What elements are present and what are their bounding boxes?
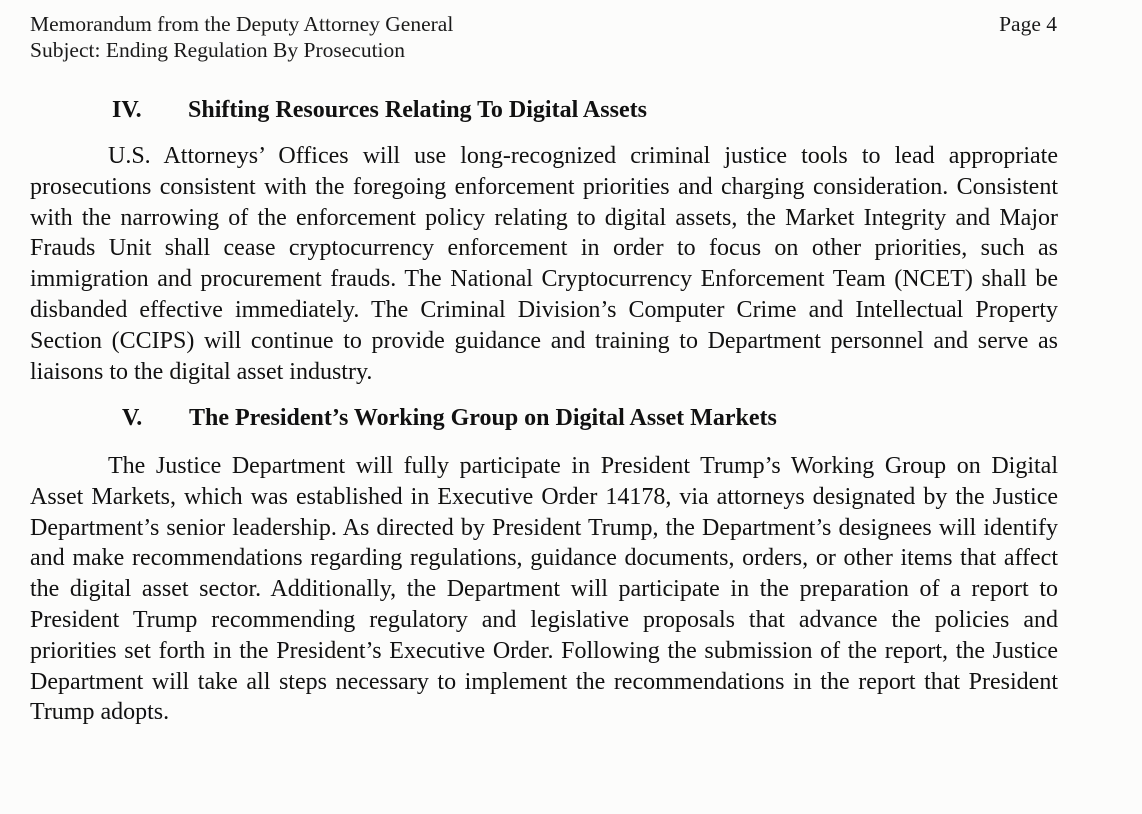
page-number: Page 4 — [999, 12, 1057, 36]
header-subject-line: Subject: Ending Regulation By Prosecution — [30, 38, 406, 62]
memo-header — [30, 11, 453, 63]
section-heading-v — [122, 403, 777, 433]
section-heading-iv — [112, 95, 647, 125]
section-title: The President’s Working Group on Digital Asset Markets — [189, 405, 777, 431]
header-from-line: Memorandum from the Deputy Attorney General — [30, 12, 454, 36]
section-number: V. — [122, 405, 143, 431]
section-number: IV. — [112, 97, 142, 123]
section-title: Shifting Resources Relating To Digital Assets — [188, 97, 647, 123]
section-iv-paragraph: U.S. Attorneys’ Offices will use long-recognized criminal justice tools to lead appropriate prosecutions consistent with the foregoing enforcement priorities and charging consideration. Consistent with the narrowing of the enforcement policy relating to digital assets, the Market Integrity and Major Frauds Unit shall cease cryptocurrency enforcement in order to focus on other priorities, such as immigration and procurement frauds. The National Cryptocurrency Enforcement Team (NCET) shall be disbanded effective immediately. The Criminal Division’s Computer Crime and Intellectual Property Section (CCIPS) will continue to provide guidance and training to Department personnel and serve as liaisons to the digital asset industry. — [30, 143, 1058, 385]
section-v-paragraph: The Justice Department will fully participate in President Trump’s Working Group on Digital Asset Markets, which was established in Executive Order 14178, via attorneys designated by the Justice Department’s senior leadership. As directed by President Trump, the Department’s designees will identify and make recommendations regarding regulations, guidance documents, orders, or other items that affect the digital asset sector. Additionally, the Department will participate in the preparation of a report to President Trump recommending regulatory and legislative proposals that advance the policies and priorities set forth in the President’s Executive Order. Following the submission of the report, the Justice Department will take all steps necessary to implement the recommendations in the report that President Trump adopts. — [30, 453, 1058, 726]
